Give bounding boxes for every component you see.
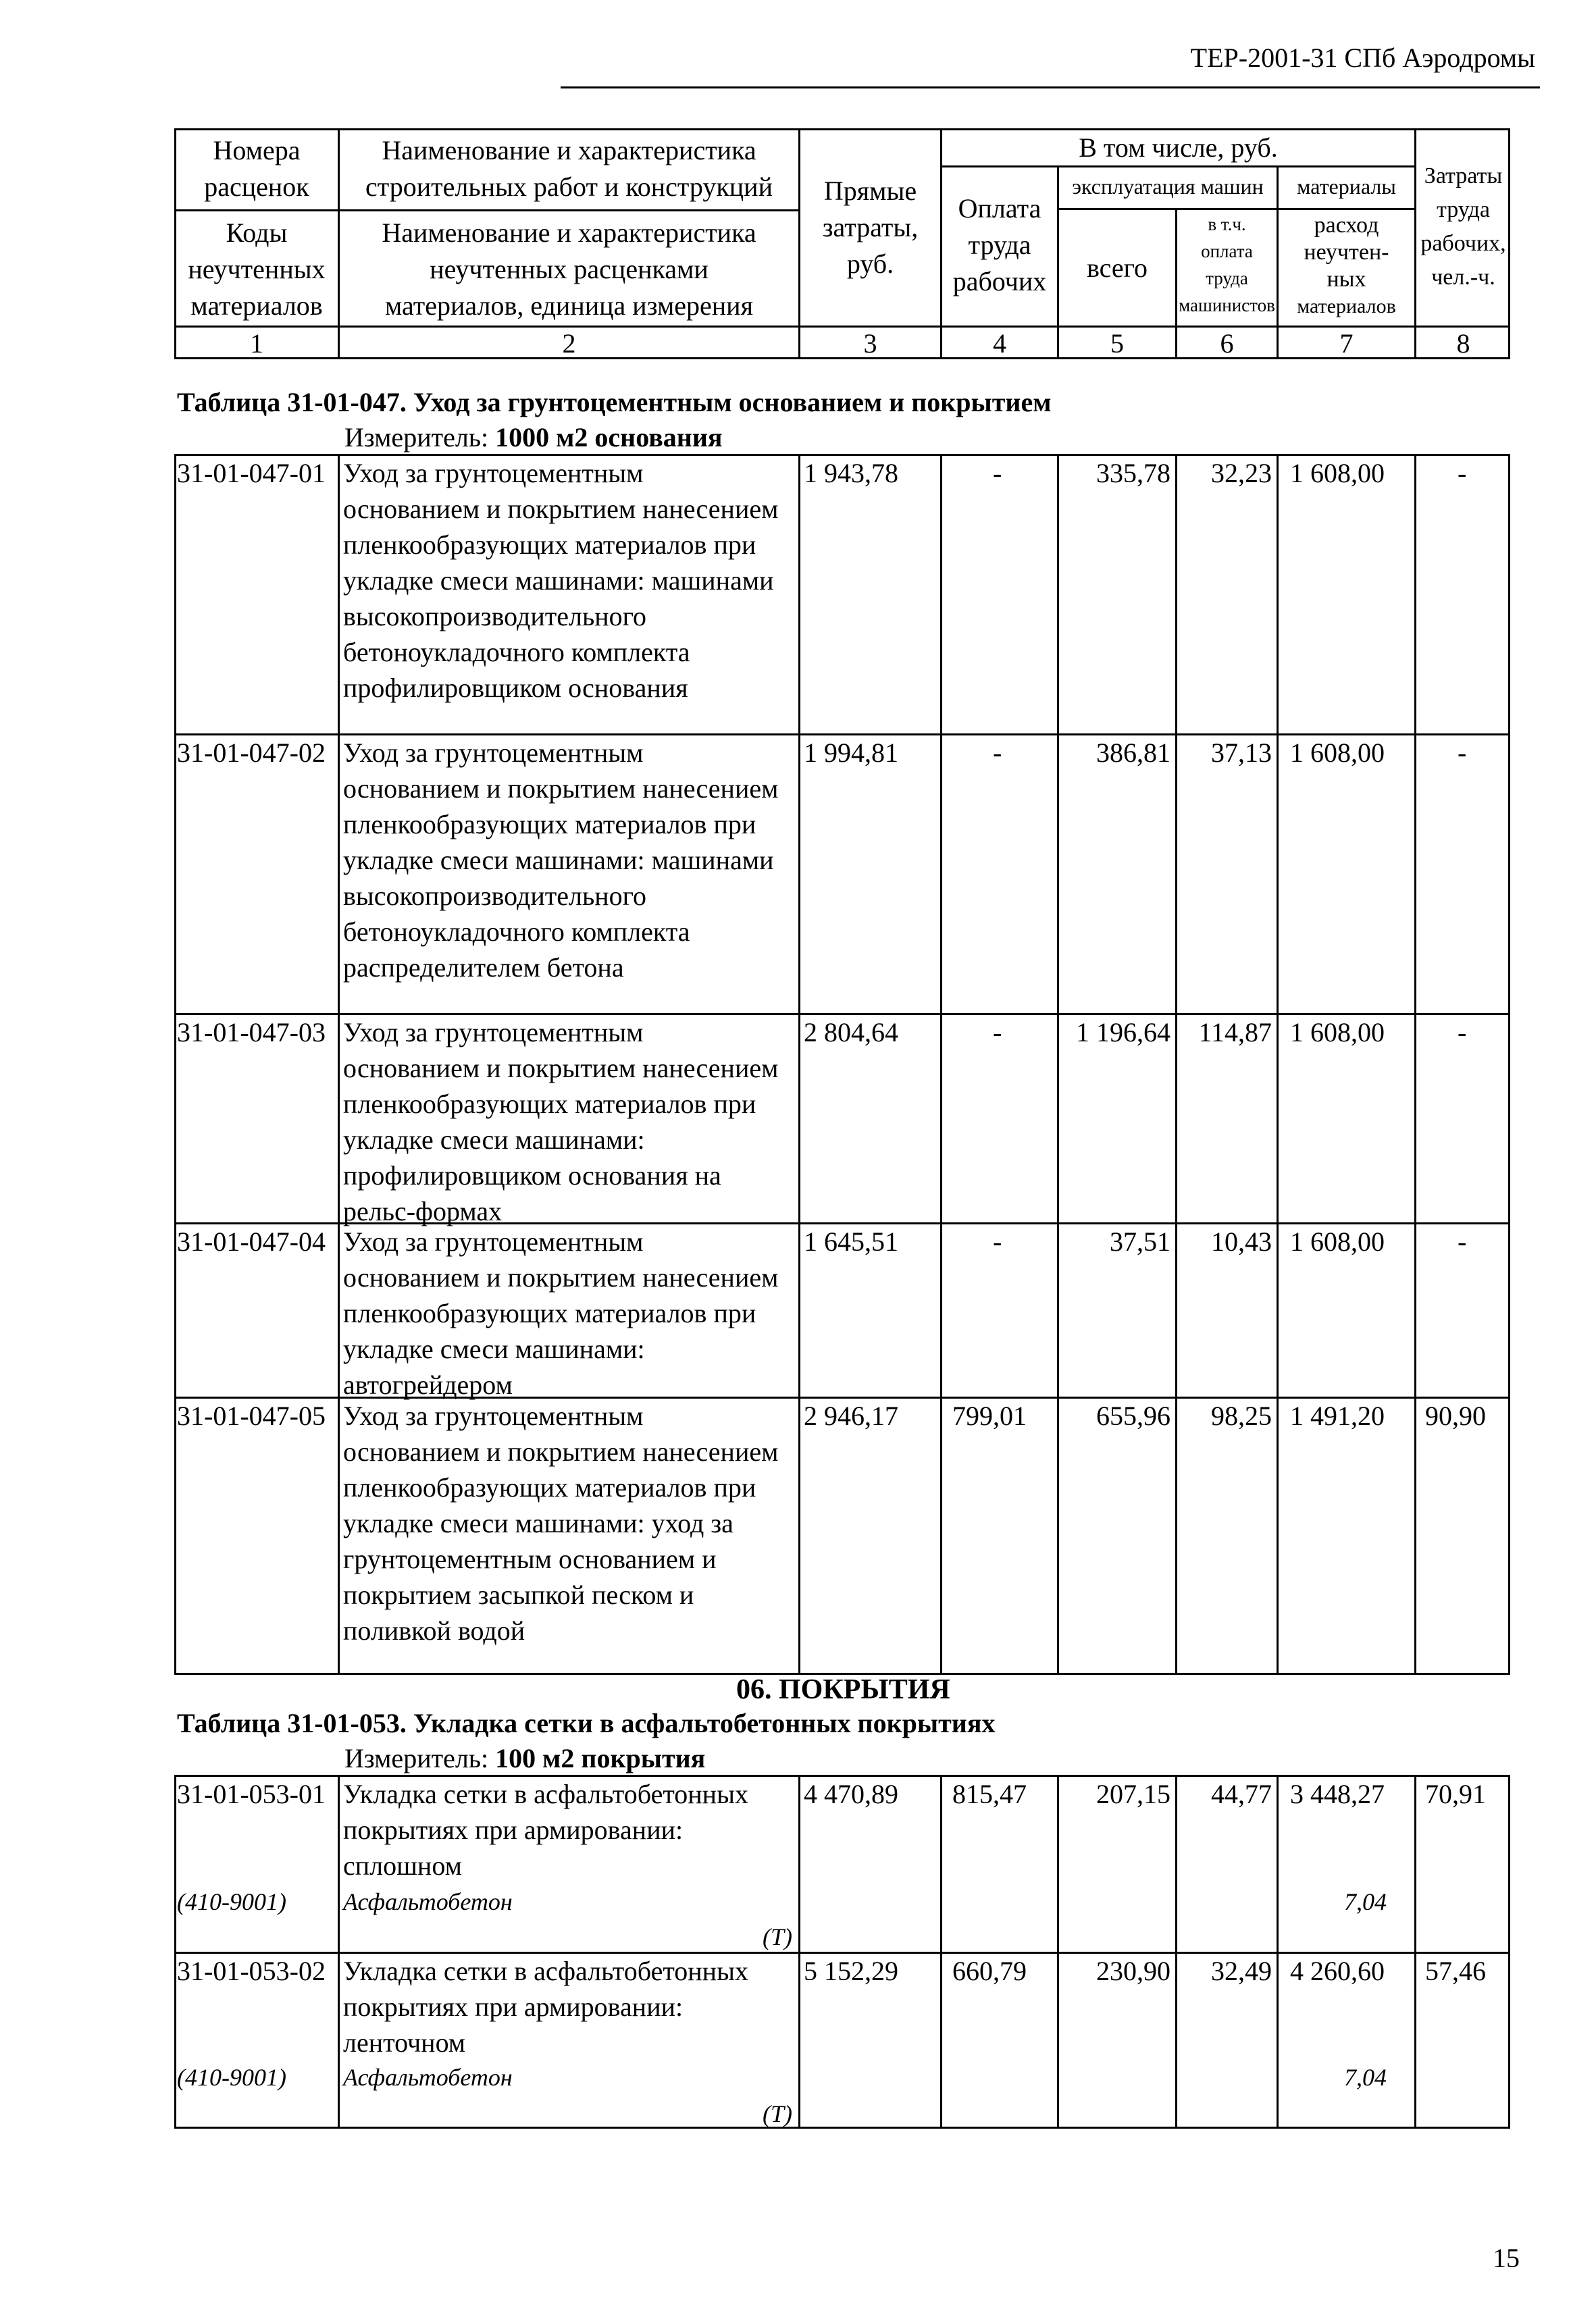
group-header: В том числе, руб. (1079, 132, 1278, 163)
col3-line1: Прямые (823, 176, 917, 206)
document-title: ТЕР-2001-31 СПб Аэродромы (1190, 43, 1535, 73)
row-machinist-pay: 37,13 (1211, 737, 1272, 768)
row-labor-hours: - (1458, 1017, 1467, 1047)
colnum-1: 1 (250, 328, 263, 359)
row-materials: 1 608,00 (1290, 1017, 1385, 1047)
row-machinist-pay: 44,77 (1211, 1779, 1272, 1809)
col4-line3: рабочих (952, 266, 1047, 296)
col8-line4: чел.-ч. (1431, 265, 1495, 290)
row-direct-cost: 1 645,51 (804, 1226, 898, 1257)
colnum-5: 5 (1110, 328, 1124, 359)
row-description: Уход за грунтоцементным основанием и покрытием нанесением пленкообразующих материалов при укладке смеси машинами: профилировщиком основания на рельс-формах (343, 1017, 779, 1226)
col7-line2: неучтен- (1304, 240, 1389, 265)
materials-header: материалы (1297, 174, 1396, 199)
row-code: 31-01-047-01 (177, 458, 326, 488)
row-code: 31-01-047-03 (177, 1017, 326, 1047)
row-materials: 1 491,20 (1290, 1401, 1385, 1431)
row-materials: 3 448,27 (1290, 1779, 1385, 1809)
material-quantity: 7,04 (1344, 2064, 1387, 2091)
table53-measure-label: Измеритель: (344, 1743, 489, 1773)
material-unit: (Т) (763, 2100, 792, 2127)
row-labor-hours: 90,90 (1425, 1401, 1486, 1431)
row-machinist-pay: 98,25 (1211, 1401, 1272, 1431)
row-labor-pay: - (993, 737, 1002, 768)
col7-line4: материалов (1297, 295, 1396, 317)
section-heading: 06. ПОКРЫТИЯ (736, 1674, 950, 1705)
row-machines: 655,96 (1096, 1401, 1170, 1431)
row-machinist-pay: 32,49 (1211, 1956, 1272, 1986)
col8-line1: Затраты (1424, 163, 1503, 188)
row-machinist-pay: 10,43 (1211, 1226, 1272, 1257)
row-labor-pay: 660,79 (952, 1956, 1027, 1986)
row-machines: 335,78 (1096, 458, 1170, 488)
row-machines: 230,90 (1096, 1956, 1170, 1986)
colnum-6: 6 (1220, 328, 1234, 359)
machines-header: эксплуатация машин (1072, 174, 1264, 199)
col7-line1: расход (1314, 213, 1379, 238)
row-materials: 1 608,00 (1290, 737, 1385, 768)
row-code: 31-01-053-01 (177, 1779, 326, 1809)
row-direct-cost: 1 994,81 (804, 737, 898, 768)
table47-measure-label: Измеритель: (344, 422, 489, 452)
page-number: 15 (1493, 2243, 1520, 2273)
row-materials: 4 260,60 (1290, 1956, 1385, 1986)
col1-bottom-line2: неучтенных (188, 254, 326, 284)
header-rule (561, 86, 1540, 88)
table53-measure (344, 1742, 705, 1774)
material-code: (410-9001) (177, 2064, 286, 2091)
row-description: Уход за грунтоцементным основанием и покрытием нанесением пленкообразующих материалов при укладке смеси машинами: машинами высокопроизводительного бетоноукладочного комплекта профилировщиком основания (343, 458, 779, 703)
row-description: Укладка сетки в асфальтобетонных покрытиях при армировании: сплошном (343, 1779, 748, 1881)
row-labor-pay: - (993, 458, 1002, 488)
col2-top-line2: строительных работ и конструкций (365, 172, 773, 202)
row-direct-cost: 2 804,64 (804, 1017, 898, 1047)
row-description: Уход за грунтоцементным основанием и покрытием нанесением пленкообразующих материалов при укладке смеси машинами: машинами высокопроизводительного бетоноукладочного комплекта распределителем бетона (343, 737, 779, 983)
row-labor-hours: - (1458, 737, 1467, 768)
material-name: Асфальтобетон (343, 1888, 513, 1915)
row-labor-hours: 57,46 (1425, 1956, 1486, 1986)
col4-line2: труда (968, 230, 1031, 260)
table47-title: Таблица 31-01-047. Уход за грунтоцементным основанием и покрытием (177, 387, 1052, 417)
row-code: 31-01-053-02 (177, 1956, 326, 1986)
row-labor-pay: 815,47 (952, 1779, 1027, 1809)
row-machines: 1 196,64 (1076, 1017, 1170, 1047)
row-labor-hours: - (1458, 1226, 1467, 1257)
row-code: 31-01-047-05 (177, 1401, 326, 1431)
col7-line3: ных (1327, 267, 1366, 292)
col6-line1: в т.ч. (1208, 214, 1246, 234)
col8-line2: труда (1436, 197, 1491, 222)
row-labor-pay: 799,01 (952, 1401, 1027, 1431)
colnum-4: 4 (993, 328, 1006, 359)
row-description: Уход за грунтоцементным основанием и покрытием нанесением пленкообразующих материалов при укладке смеси машинами: уход за грунтоцементным основанием и покрытием засыпкой песком и поливкой водой (343, 1401, 779, 1646)
row-code: 31-01-047-02 (177, 737, 326, 768)
table47-measure-value: 1000 м2 основания (495, 422, 723, 452)
col2-bottom-line3: материалов, единица измерения (385, 290, 753, 321)
row-materials: 1 608,00 (1290, 458, 1385, 488)
row-labor-hours: - (1458, 458, 1467, 488)
colnum-3: 3 (863, 328, 877, 359)
table53-measure-value: 100 м2 покрытия (495, 1743, 706, 1773)
col1-bottom-line1: Коды (226, 217, 288, 248)
col6-line2: оплата (1201, 241, 1253, 261)
colnum-2: 2 (562, 328, 576, 359)
material-code: (410-9001) (177, 1888, 286, 1915)
col2-bottom-line2: неучтенных расценками (430, 254, 709, 284)
material-unit: (Т) (763, 1923, 792, 1950)
row-code: 31-01-047-04 (177, 1226, 326, 1257)
colnum-7: 7 (1339, 328, 1354, 359)
row-labor-pay: - (993, 1226, 1002, 1257)
col3-line2: затраты, (822, 212, 919, 242)
col6-line4: машинистов (1179, 295, 1275, 315)
row-machines: 386,81 (1096, 737, 1170, 768)
row-machinist-pay: 114,87 (1198, 1017, 1272, 1047)
col5-header: всего (1086, 253, 1148, 283)
row-labor-hours: 70,91 (1425, 1779, 1486, 1809)
row-description: Укладка сетки в асфальтобетонных покрытиях при армировании: ленточном (343, 1956, 748, 2058)
row-direct-cost: 4 470,89 (804, 1779, 898, 1809)
col6-line3: труда (1206, 268, 1248, 288)
col8-line3: рабочих, (1420, 231, 1506, 256)
col2-bottom-line1: Наименование и характеристика (382, 217, 756, 248)
col3-line3: руб. (846, 249, 894, 279)
row-labor-pay: - (993, 1017, 1002, 1047)
col2-top-line1: Наименование и характеристика (382, 135, 756, 165)
row-direct-cost: 1 943,78 (804, 458, 898, 488)
row-machines: 37,51 (1110, 1226, 1170, 1257)
material-quantity: 7,04 (1344, 1888, 1387, 1915)
col1-top-line2: расценок (204, 172, 309, 202)
col1-top-line1: Номера (213, 135, 301, 165)
colnum-8: 8 (1456, 328, 1470, 359)
row-materials: 1 608,00 (1290, 1226, 1385, 1257)
table53-title: Таблица 31-01-053. Укладка сетки в асфальтобетонных покрытиях (177, 1708, 996, 1738)
row-direct-cost: 5 152,29 (804, 1956, 898, 1986)
col1-bottom-line3: материалов (190, 290, 323, 321)
row-direct-cost: 2 946,17 (804, 1401, 898, 1431)
row-description: Уход за грунтоцементным основанием и покрытием нанесением пленкообразующих материалов при укладке смеси машинами: автогрейдером (343, 1226, 779, 1400)
table47-measure (344, 421, 723, 453)
material-name: Асфальтобетон (343, 2064, 513, 2091)
row-machinist-pay: 32,23 (1211, 458, 1272, 488)
col4-line1: Оплата (958, 193, 1041, 224)
row-machines: 207,15 (1096, 1779, 1170, 1809)
